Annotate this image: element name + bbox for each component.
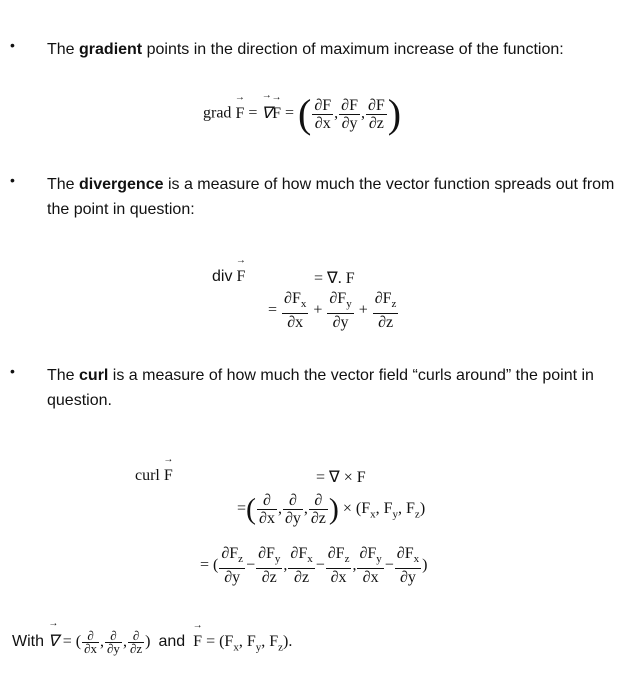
text-pre: The [47, 367, 80, 384]
subscript: x [233, 641, 239, 654]
footer-definition: With → ∇ = ( $\frac{\partial}{\partial x}$ , $\frac{\partial}{\partial y}$ , $\frac{\partial}{\partial z}$ ) and → $F = (F_x$, $F_y$, $F_z$). [12, 630, 292, 655]
subscript: z [391, 298, 397, 311]
denominator: ∂x [84, 641, 97, 656]
numerator: $\partial F_z$ [219, 545, 245, 569]
numerator: $\partial F_y$ [256, 545, 282, 569]
divergence-lhs [212, 268, 245, 286]
equals: = [237, 500, 247, 518]
nabla-symbol: → ∇ [261, 103, 272, 123]
text-pre: The [47, 41, 80, 58]
numerator: $\partial F_x$ [288, 545, 314, 569]
term-divergence: divergence [79, 176, 164, 193]
numerator: ∂F [367, 96, 385, 114]
grad-label: grad [203, 104, 232, 122]
denominator: ∂x [287, 314, 304, 332]
fraction-dFdz [366, 97, 387, 132]
subscript: y [346, 298, 352, 311]
subscript: z [414, 508, 420, 521]
numerator: ∂ [105, 630, 122, 643]
numerator: ∂ [128, 630, 144, 643]
left-paren: ( [298, 91, 312, 136]
fraction-dFz-dy [219, 545, 245, 586]
denominator: ∂y [107, 641, 120, 656]
closing: ). [283, 633, 293, 651]
vector-F: → F [236, 268, 245, 286]
numerator [373, 290, 399, 314]
fraction-dFxdx [282, 290, 308, 331]
vector-F: → F [164, 467, 173, 485]
curl-line2: =( $\frac{\partial}{\partial x}$ , $\frac{\partial}{\partial y}$ , $\frac{\partial}{\partial z}$ ) × ($F_x$, $F_y$, $F_z$) [237, 492, 426, 527]
fraction-dFdy [339, 97, 360, 132]
partial-F: ∂F [374, 290, 392, 307]
fraction-d-dz [128, 630, 144, 655]
F-components: = (F [206, 633, 234, 651]
denominator: ∂y [332, 314, 349, 332]
nabla-cross-F: = ∇ × F [316, 469, 366, 486]
partial-F: ∂F [284, 290, 301, 307]
equals: = [268, 301, 278, 319]
plus: + [358, 301, 368, 319]
minus: − [384, 556, 394, 574]
div-label: div [212, 268, 233, 285]
plus: + [313, 301, 323, 319]
partial-F: ∂F [329, 290, 347, 307]
bullet-marker: • [10, 172, 15, 188]
equals: = [248, 104, 258, 122]
gradient-equation [203, 91, 402, 136]
left-paren: ( [246, 492, 257, 526]
denominator: ∂y [224, 569, 241, 587]
curl-line1 [316, 467, 366, 487]
denominator: ∂z [310, 510, 326, 527]
denominator: ∂z [378, 314, 394, 332]
bullet-marker: • [10, 363, 15, 379]
curl-lhs [135, 467, 173, 485]
comma: , [360, 104, 365, 122]
denominator: ∂y [341, 114, 358, 132]
fraction-dFzdz [373, 290, 399, 331]
with-label: With [12, 633, 44, 651]
bullet-text-gradient [47, 37, 622, 62]
minus: − [246, 556, 256, 574]
vector-F: → F [193, 633, 202, 651]
fraction-dFz-dx [326, 545, 352, 586]
numerator: ∂F [314, 96, 332, 114]
numerator [327, 290, 353, 314]
curl-line3: = ( $\frac{\partial F_z}{\partial y}$ − $\frac{\partial F_y}{\partial z}$ , $\frac{\partial F_x}{\partial z}$ − $\frac{\partial F_z}{\partial x}$ , $\frac{\partial F_y}{\partial x}$ − $\frac{\partial F_x}{\partial y}$ ) [200, 545, 428, 587]
right-paren: ) [387, 91, 402, 136]
vector-F: → F [272, 105, 281, 123]
subscript: x [370, 508, 376, 521]
fraction-d-dz [309, 492, 328, 527]
numerator: $\partial F_z$ [326, 545, 352, 569]
numerator: ∂ [283, 492, 303, 510]
numerator: ∂ [309, 492, 328, 510]
fraction-dFy-dx [357, 545, 383, 586]
text-post: is a measure of how much the vector field “curls around” the point in question. [47, 367, 594, 409]
bullet-text-divergence [47, 172, 622, 222]
numerator [282, 290, 308, 314]
vector-F: → F [235, 105, 244, 123]
denominator: ∂x [314, 114, 331, 132]
denominator: ∂x [259, 510, 275, 527]
text-post: is a measure of how much the vector function spreads out from the point in question: [47, 176, 615, 218]
subscript: y [255, 641, 262, 654]
text-pre: The [47, 176, 80, 193]
nabla-symbol: → ∇ [48, 631, 59, 651]
denominator: ∂z [368, 114, 384, 132]
fraction-dFx-dz [288, 545, 314, 586]
denominator: ∂z [129, 641, 143, 656]
equals: = [284, 104, 295, 122]
divergence-line1 [314, 268, 355, 288]
fraction-d-dx [82, 630, 99, 655]
numerator: $\partial F_y$ [357, 545, 383, 569]
nabla-dot-F: = ∇. F [314, 270, 355, 287]
curl-label: curl [135, 467, 160, 484]
minus: − [315, 556, 325, 574]
numerator: ∂ [82, 630, 99, 643]
bullet-marker: • [10, 37, 15, 53]
fraction-dFy-dz [256, 545, 282, 586]
fraction-d-dx [257, 492, 277, 527]
denominator: ∂y [400, 569, 416, 587]
fraction-dFx-dy [395, 545, 421, 586]
numerator: ∂ [257, 492, 277, 510]
and-label: and [158, 633, 186, 651]
right-paren: ) [328, 492, 339, 526]
numerator: ∂F [341, 96, 358, 114]
comma: , [334, 104, 339, 122]
equals: = [200, 556, 210, 574]
divergence-line2 [268, 290, 399, 331]
denominator: ∂x [330, 569, 347, 587]
cross-product: × (F [342, 500, 371, 518]
fraction-dFdx [312, 97, 333, 132]
denominator: ∂y [284, 510, 301, 527]
subscript: x [300, 298, 307, 311]
denominator: ∂z [294, 569, 310, 587]
fraction-d-dy [283, 492, 303, 527]
denominator: ∂x [362, 569, 379, 587]
text-post: points in the direction of maximum increase of the function: [142, 41, 564, 58]
subscript: z [278, 641, 284, 654]
term-gradient: gradient [79, 41, 143, 58]
fraction-d-dy [105, 630, 122, 655]
subscript: y [392, 508, 399, 521]
term-curl: curl [79, 367, 109, 384]
bullet-text-curl [47, 363, 622, 413]
denominator: ∂z [261, 569, 277, 587]
fraction-dFydy [327, 290, 353, 331]
numerator: $\partial F_x$ [395, 545, 421, 569]
